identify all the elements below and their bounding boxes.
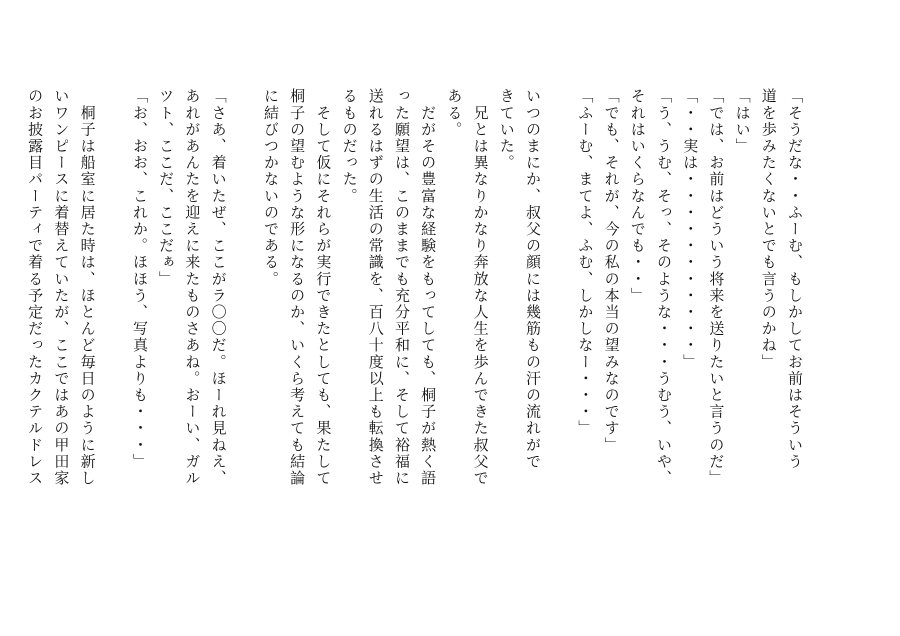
text-line: ツト、ここだ、ここだぁ」: [157, 88, 176, 288]
text-line: いワンピースに着替えていたが、ここではあの甲田家: [52, 88, 71, 487]
text-line: 「では、お前はどういう将来を送りたいと言うのだ」: [707, 88, 726, 487]
paragraph-gap: [232, 88, 258, 558]
paragraph-gap: [101, 88, 127, 558]
text-line: るものだった。: [340, 88, 359, 205]
text-line: 「・・実は・・・・・・・・・・・」: [681, 88, 700, 371]
text-line: った願望は、このままでも充分平和に、そして裕福に: [392, 88, 411, 487]
text-line: それはいくらなんでも・・」: [628, 88, 647, 304]
paragraph-gap: [546, 88, 572, 558]
text-line: 兄とは異なりかなり奔放な人生を歩んできた叔父で: [471, 88, 490, 487]
text-line: 「でも、それが、今の私の本当の望みなのです」: [602, 88, 621, 454]
text-line: 桐子は船室に居た時は、ほとんど毎日のように新し: [78, 88, 97, 487]
text-line: 「はい」: [733, 88, 752, 155]
text-line: のお披露目パーティで着る予定だったカクテルドレス: [26, 88, 45, 487]
text-line: 「そうだな・・ふーむ、もしかしてお前はそういう: [786, 88, 804, 470]
vertical-text-body: [26, 88, 808, 558]
text-line: ある。: [445, 88, 464, 138]
text-line: いつのまにか、叔父の顔には幾筋もの汗の流れがで: [523, 88, 542, 470]
text-line: あれがあんたを迎えに来たものさあね。おーい、ガル: [183, 88, 202, 487]
text-line: に結びつかないのである。: [261, 88, 280, 288]
text-line: 「ふーむ、まてよ、ふむ、しかしなー・・・」: [576, 88, 595, 437]
text-line: 「お、おお、これか。ほほう、写真よりも・・・」: [130, 88, 149, 470]
text-line: 桐子の望むような形になるのか、いくら考えても結論: [288, 88, 307, 487]
text-line: だがその豊富な経験をもってしても、桐子が熱く語: [419, 88, 438, 487]
text-line: 道を歩みたくないとでも言うのかね」: [759, 88, 778, 371]
text-line: きていた。: [497, 88, 516, 171]
text-line: そして仮にそれらが実行できたとしても、果たして: [314, 88, 333, 487]
text-line: 送れるはずの生活の常識を、百八十度以上も転換させ: [366, 88, 385, 487]
text-line: 「さあ、着いたぜ、ここがラ〇〇だ。ほーれ見ねえ、: [209, 88, 228, 487]
text-line: 「う、うむ、そっ、そのような・・・うむう、いや、: [654, 88, 673, 487]
